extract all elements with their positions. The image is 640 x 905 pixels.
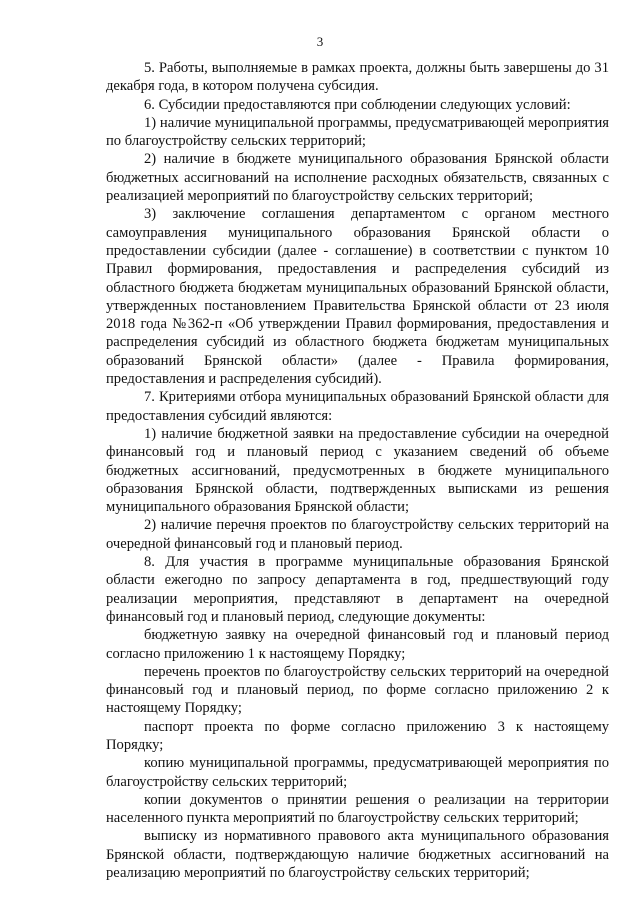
paragraph-item-7: 7. Критериями отбора муниципальных образований Брянской области для предоставления субсидий являются: [106,389,609,424]
paragraph-item-6: 6. Субсидии предоставляются при соблюдении следующих условий: [144,96,571,113]
paragraph-item-8: 8. Для участия в программе муниципальные образования Брянской области ежегодно по запросу департамента в год, предшествующий году реализации мероприятия, представляют в департамент на очередной финансовый год и плановый период, следующие документы: [106,554,609,625]
paragraph-document-legal-act-extract: выписку из нормативного правового акта муниципального образования Брянской области, подтверждающую наличие бюджетных ассигнований на реализацию мероприятий по благоустройству сельских территорий; [106,828,609,882]
paragraph-criterion-2: 2) наличие перечня проектов по благоустройству сельских территорий на очередной финансовый год и плановый период. [106,517,609,552]
paragraph-condition-2: 2) наличие в бюджете муниципального образования Брянской области бюджетных ассигнований на исполнение расходных обязательств, связанных с реализацией мероприятий по благоустройству сельских территорий; [106,151,609,205]
paragraph-document-decision-copies: копии документов о принятии решения о реализации на территории населенного пункта мероприятий по благоустройству сельских территорий; [106,791,609,827]
paragraph-condition-3: 3) заключение соглашения департаментом с органом местного самоуправления муниципального образования Брянской области о предоставлении субсидии (далее - соглашение) в соответствии с пунктом 10 Правил формирования, предоставления и распределения субсидий из областного бюджета бюджетам муниципальных образований Брянской области, утвержденных постановлением Правительства Брянской области от 23 июля 2018 года №362-п «Об утверждении Правил формирования, предоставления и распределения субсидий из областного бюджета бюджетам муниципальных образований Брянской области» (далее - Правила формирования, предоставления и распределения субсидий). [106,206,609,388]
paragraph-document-program-copy: копию муниципальной программы, предусматривающей мероприятия по благоустройству сельских территорий; [106,755,609,790]
document-body [106,59,609,882]
paragraph-document-budget-request: бюджетную заявку на очередной финансовый год и плановый период согласно приложению 1 к настоящему Порядку; [106,627,609,662]
paragraph-condition-1: 1) наличие муниципальной программы, предусматривающей мероприятия по благоустройству сельских территорий; [106,114,609,150]
paragraph-document-project-passport: паспорт проекта по форме согласно приложению 3 к настоящему Порядку; [106,718,609,753]
paragraph-document-project-list: перечень проектов по благоустройству сельских территорий на очередной финансовый год и плановый период, по форме согласно приложению 2 к настоящему Порядку; [106,663,609,717]
paragraph-criterion-1: 1) наличие бюджетной заявки на предоставление субсидии на очередной финансовый год и плановый период с указанием сведений об объеме бюджетных ассигнований, предусмотренных в бюджете муниципального образования Брянской области, подтвержденных выписками из решения муниципального образования Брянской области; [106,425,609,516]
paragraph-item-5: 5. Работы, выполняемые в рамках проекта, должны быть завершены до 31 декабря года, в котором получена субсидия. [106,60,609,95]
page-number: 3 [316,34,324,49]
